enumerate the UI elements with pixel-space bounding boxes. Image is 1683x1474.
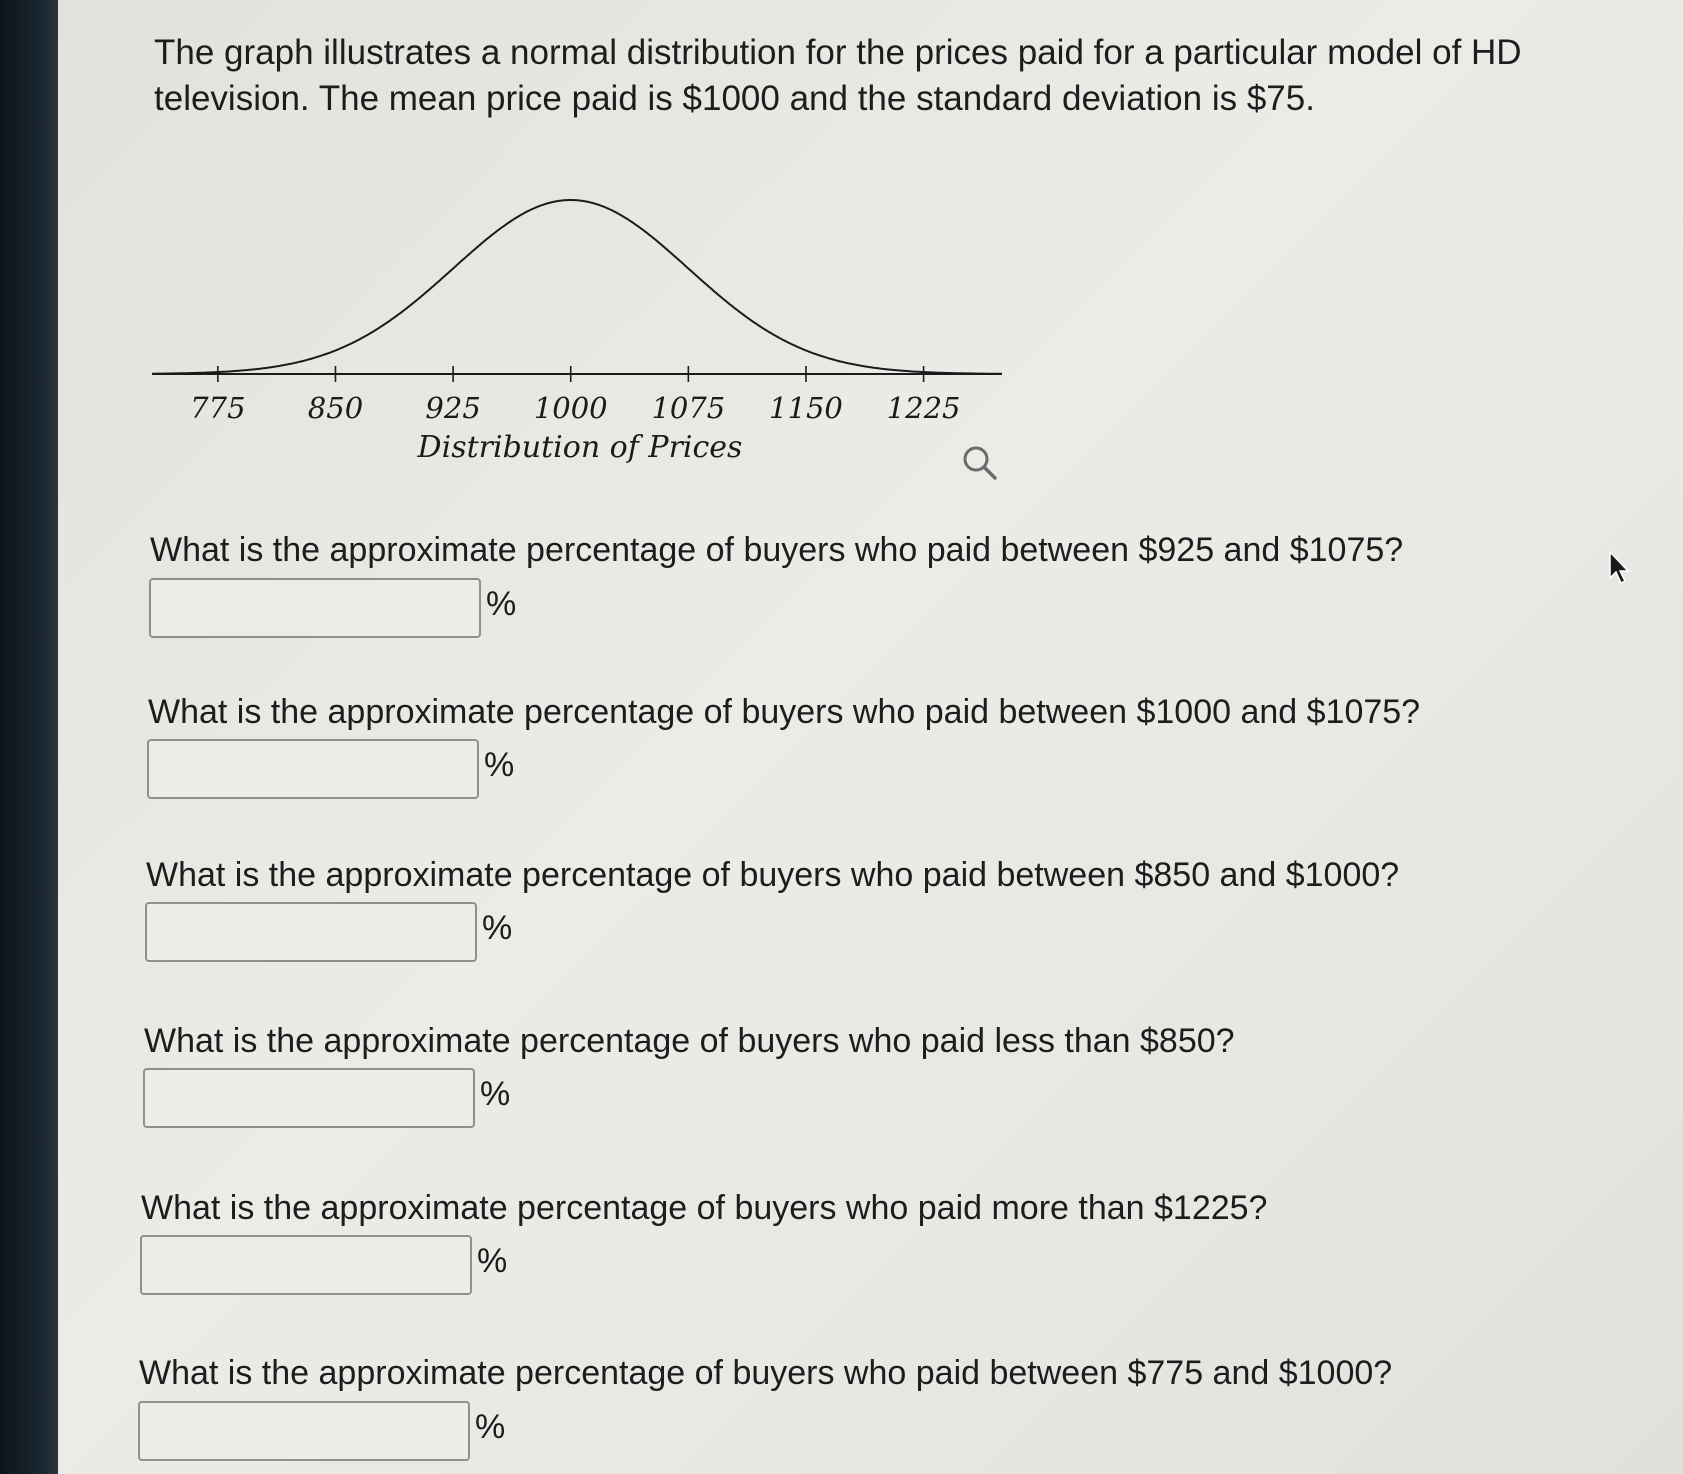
x-tick-label-775: 775 [190, 391, 246, 425]
normal-distribution-chart [150, 180, 1010, 480]
x-axis-title: Distribution of Prices [417, 430, 743, 465]
answer-5-input[interactable] [140, 1235, 472, 1295]
answer-3-input[interactable] [145, 902, 477, 962]
answer-3-unit: % [482, 909, 513, 947]
question-3-text: What is the approximate percentage of buyers who paid between $850 and $1000? [146, 856, 1400, 894]
x-tick-label-1000: 1000 [533, 391, 608, 425]
question-2-text: What is the approximate percentage of buyers who paid between $1000 and $1075? [148, 693, 1421, 731]
answer-5-unit: % [477, 1242, 508, 1280]
magnifier-icon[interactable] [962, 445, 998, 481]
question-5-text: What is the approximate percentage of buyers who paid more than $1225? [141, 1189, 1268, 1227]
answer-1-unit: % [486, 585, 517, 623]
question-6-text: What is the approximate percentage of buyers who paid between $775 and $1000? [139, 1354, 1393, 1392]
x-tick-label-1225: 1225 [886, 391, 961, 425]
problem-line-1: The graph illustrates a normal distribution for the prices paid for a particular model of HD [154, 33, 1522, 72]
answer-6-unit: % [475, 1408, 506, 1446]
mouse-pointer-icon [1608, 550, 1632, 586]
answer-6-input[interactable] [138, 1401, 470, 1461]
answer-1-input[interactable] [149, 578, 481, 638]
x-tick-label-1150: 1150 [769, 391, 843, 425]
question-4-text: What is the approximate percentage of buyers who paid less than $850? [144, 1022, 1235, 1060]
problem-line-2: television. The mean price paid is $1000 and the standard deviation is $75. [154, 79, 1315, 118]
answer-2-input[interactable] [147, 739, 479, 799]
answer-4-input[interactable] [143, 1068, 475, 1128]
problem-statement [154, 30, 1584, 122]
question-1-text: What is the approximate percentage of buyers who paid between $925 and $1075? [150, 531, 1404, 569]
x-tick-label-1075: 1075 [651, 391, 726, 425]
answer-2-unit: % [484, 746, 515, 784]
x-tick-label-850: 850 [307, 391, 364, 425]
x-tick-label-925: 925 [425, 391, 481, 425]
answer-4-unit: % [480, 1075, 511, 1113]
screen-bezel [0, 0, 58, 1474]
normal-curve [152, 200, 1002, 374]
